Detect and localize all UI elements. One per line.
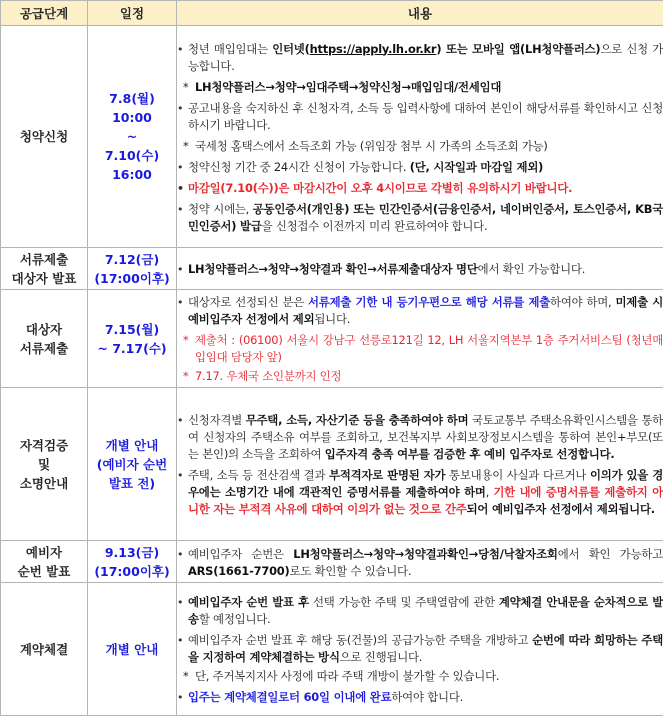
text-bold: 무주택, 소득, 자산기준 등을 충족하여야 하며 bbox=[245, 413, 469, 427]
text-bold: ARS(1661-7700) bbox=[188, 563, 290, 578]
schedule-line: 개별 안내 bbox=[105, 437, 159, 453]
note-item-postmark bbox=[177, 368, 663, 385]
text-bold: 부적격자로 판명된 자가 bbox=[329, 468, 446, 482]
table-row-document-target-announcement bbox=[1, 248, 663, 290]
schedule-line: 7.15(월) bbox=[104, 321, 160, 337]
text: 청년 매입임대는 bbox=[188, 41, 273, 56]
text-bold: 계약체결 안내문을 순차적으로 발송 bbox=[188, 595, 663, 626]
content-cell bbox=[177, 26, 663, 248]
bullet-item bbox=[177, 546, 663, 580]
text: 청약신청 기간 중 24시간 신청이 가능합니다. bbox=[188, 159, 410, 174]
text: 됩니다. bbox=[314, 312, 351, 326]
text: 에서 확인 가능합니다. bbox=[477, 262, 586, 276]
bullet-item: • 공고내용을 숙지하신 후 신청자격, 소득 등 입력사항에 대하여 본인이 해당서류를 확인하시고 신청하시기 바랍니다. bbox=[177, 100, 663, 134]
stage-line: 서류제출 bbox=[19, 251, 69, 267]
stage-line: 순번 발표 bbox=[17, 563, 71, 579]
schedule-line: 7.10(수) bbox=[104, 148, 160, 163]
table-row-application bbox=[1, 26, 663, 248]
bullet-item bbox=[177, 41, 663, 75]
text-bold: 입주자격 충족 여부를 검증한 후 예비 입주자로 선정합니다. bbox=[324, 447, 615, 461]
asterisk-icon: * bbox=[183, 369, 189, 383]
text: 국토교통부 주택소유확인시스템을 통하여 신청자의 주택소유 여부를 조회하고, 보건복지부 사회보장정보시스템을 통하여 본인+부모(또는 본인)의 소득을 조회하여 bbox=[188, 413, 663, 461]
note-item bbox=[177, 138, 663, 155]
schedule-line: (17:00이후) bbox=[94, 563, 170, 579]
text: 을 신청접수 이전까지 미리 완료하여야 합니다. bbox=[261, 218, 488, 233]
content-cell bbox=[177, 583, 663, 716]
text-red: 7.17. 우체국 소인분까지 인정 bbox=[195, 369, 342, 383]
bullet-item bbox=[177, 294, 663, 328]
text: 으로 신청 가능합니다. bbox=[188, 41, 663, 73]
stage-line: 대상자 발표 bbox=[11, 270, 77, 286]
text: 할 예정입니다. bbox=[198, 612, 271, 626]
bullet-item bbox=[177, 159, 663, 176]
header-content: 내용 bbox=[177, 1, 663, 26]
text-blue: 입주는 계약체결일로터 60일 이내에 완료 bbox=[188, 690, 392, 704]
text-bold: (단, 시작일과 마감일 제외) bbox=[409, 159, 544, 174]
schedule-cell bbox=[88, 290, 177, 388]
schedule-cell bbox=[88, 248, 177, 290]
text-blue: 서류제출 기한 내 등기우편으로 해당 서류를 제출 bbox=[308, 295, 551, 309]
text-red: 제출처 : (06100) 서울시 강남구 선릉로121길 12, LH 서울지역본부 1층 주거서비스팀 (청년매입임대 담당자 앞) bbox=[195, 333, 663, 364]
text: 로도 확인할 수 있습니다. bbox=[289, 563, 412, 578]
schedule-cell: 개별 안내 bbox=[88, 583, 177, 716]
stage-line: 자격검증 bbox=[19, 437, 69, 453]
schedule-line: 16:00 bbox=[112, 167, 152, 182]
bullet-item bbox=[177, 201, 663, 235]
text-bold: LH청약플러스→청약→청약결과확인→당첨/낙찰자조회 bbox=[293, 546, 558, 561]
schedule-line: 발표 전) bbox=[108, 475, 156, 491]
stage-cell bbox=[1, 541, 88, 583]
bullet-item bbox=[177, 412, 663, 463]
stage-line: 예비자 bbox=[25, 544, 63, 560]
schedule-line: ~ bbox=[126, 129, 138, 144]
text-bold: 공동인증서(개인용) 또는 민간인증서(금융인증서, 네이버인증서, 토스인증서, KB국민인증서) 발급 bbox=[188, 201, 663, 233]
content-cell bbox=[177, 248, 663, 290]
text-bold: LH청약플러스→청약→청약결과 확인→서류제출대상자 명단 bbox=[188, 262, 478, 276]
schedule-line: 10:00 bbox=[112, 110, 152, 125]
content-cell bbox=[177, 541, 663, 583]
note-item bbox=[177, 79, 663, 96]
table-row-document-submission bbox=[1, 290, 663, 388]
text-bold: 인터넷( bbox=[272, 41, 310, 56]
asterisk-icon: * bbox=[183, 669, 189, 683]
text: 하여야 합니다. bbox=[391, 690, 464, 704]
table-row-eligibility-verification bbox=[1, 388, 663, 541]
schedule-line: (예비자 순번 bbox=[96, 456, 168, 472]
bullet-item bbox=[177, 632, 663, 666]
stage-line: 소명안내 bbox=[19, 475, 69, 491]
schedule-cell bbox=[88, 26, 177, 248]
text: 대상자로 선정되신 분은 bbox=[188, 295, 308, 309]
bullet-item bbox=[177, 689, 663, 706]
text-bold: LH청약플러스→청약→임대주택→청약신청→매입임대/전세임대 bbox=[195, 79, 502, 94]
stage-cell: 청약신청 bbox=[1, 26, 88, 248]
table-row-contract bbox=[1, 583, 663, 716]
text-bold: 이의가 있을 경우에는 소명기간 내에 객관적인 증명서류를 제출하여야 하며 bbox=[188, 468, 663, 499]
text: 신청자격별 bbox=[188, 413, 246, 427]
asterisk-icon: * bbox=[183, 138, 189, 153]
schedule-line: 7.12(금) bbox=[104, 251, 160, 267]
bullet-item bbox=[177, 467, 663, 518]
stage-cell bbox=[1, 290, 88, 388]
text: 국세청 홈택스에서 소득조회 가능 (위임장 첨부 시 가족의 소득조회 가능) bbox=[195, 138, 548, 153]
header-schedule: 일정 bbox=[88, 1, 177, 26]
text: 예비입주자 순번 발표 후 해당 동(건물)의 공급가능한 주택을 개방하고 bbox=[188, 633, 533, 647]
note-item bbox=[177, 668, 663, 685]
schedule-line: (17:00이후) bbox=[94, 270, 170, 286]
text: 에서 확인 가능하고 bbox=[557, 546, 663, 561]
text: 하여야 하며, bbox=[550, 295, 616, 309]
text-bold: 순번에 따라 희망하는 주택을 지정하여 계약체결하는 방식 bbox=[188, 633, 663, 664]
stage-line: 및 bbox=[37, 456, 51, 472]
schedule-line: ~ 7.17(수) bbox=[97, 340, 167, 356]
text-bold: 되어 예비입주자 선정에서 제외됩니다. bbox=[466, 502, 655, 516]
text-bold: ) 또는 모바일 앱(LH청약플러스) bbox=[436, 41, 601, 56]
note-item-submission-address bbox=[177, 332, 663, 366]
text: 통보내용이 사실과 다르거나 bbox=[445, 468, 590, 482]
stage-cell bbox=[1, 248, 88, 290]
apply-site-link[interactable]: https://apply.lh.or.kr bbox=[309, 41, 437, 56]
header-stage: 공급단계 bbox=[1, 1, 88, 26]
table-row-waitlist-announcement bbox=[1, 541, 663, 583]
stage-line: 서류제출 bbox=[19, 340, 69, 356]
stage-cell: 계약체결 bbox=[1, 583, 88, 716]
content-cell bbox=[177, 290, 663, 388]
text-bold: 미제출 시 예비입주자 선정에서 제외 bbox=[188, 295, 663, 326]
bullet-item bbox=[177, 261, 663, 278]
stage-line: 대상자 bbox=[25, 321, 63, 337]
bullet-item bbox=[177, 594, 663, 628]
bullet-item-warning: • 마감일(7.10(수))은 마감시간이 오후 4시이므로 각별히 유의하시기 바랍니다. bbox=[177, 180, 663, 197]
text-bold: 예비입주자 순번 발표 후 bbox=[188, 595, 309, 609]
text: 단, 주거복지지사 사정에 따라 주택 개방이 불가할 수 있습니다. bbox=[195, 669, 500, 683]
text: 예비입주자 순번은 bbox=[188, 546, 294, 561]
text: 청약 시에는, bbox=[188, 201, 253, 216]
text-red: 기한 내에 증명서류를 제출하지 아니한 자는 부적격 사유에 대하여 이의가 없는 것으로 간주 bbox=[188, 485, 663, 516]
text: 선택 가능한 주택 및 주택열람에 관한 bbox=[308, 595, 499, 609]
text: 으로 진행됩니다. bbox=[339, 650, 423, 664]
asterisk-icon: * bbox=[183, 79, 189, 94]
content-cell bbox=[177, 388, 663, 541]
schedule-cell bbox=[88, 541, 177, 583]
text: 주택, 소득 등 전산검색 결과 bbox=[188, 468, 330, 482]
schedule-line: 9.13(금) bbox=[104, 544, 160, 560]
schedule-cell bbox=[88, 388, 177, 541]
stage-cell bbox=[1, 388, 88, 541]
asterisk-icon: * bbox=[183, 333, 189, 347]
schedule-line: 7.8(월) bbox=[109, 91, 155, 106]
header-row bbox=[1, 1, 663, 26]
text: , bbox=[485, 485, 494, 499]
